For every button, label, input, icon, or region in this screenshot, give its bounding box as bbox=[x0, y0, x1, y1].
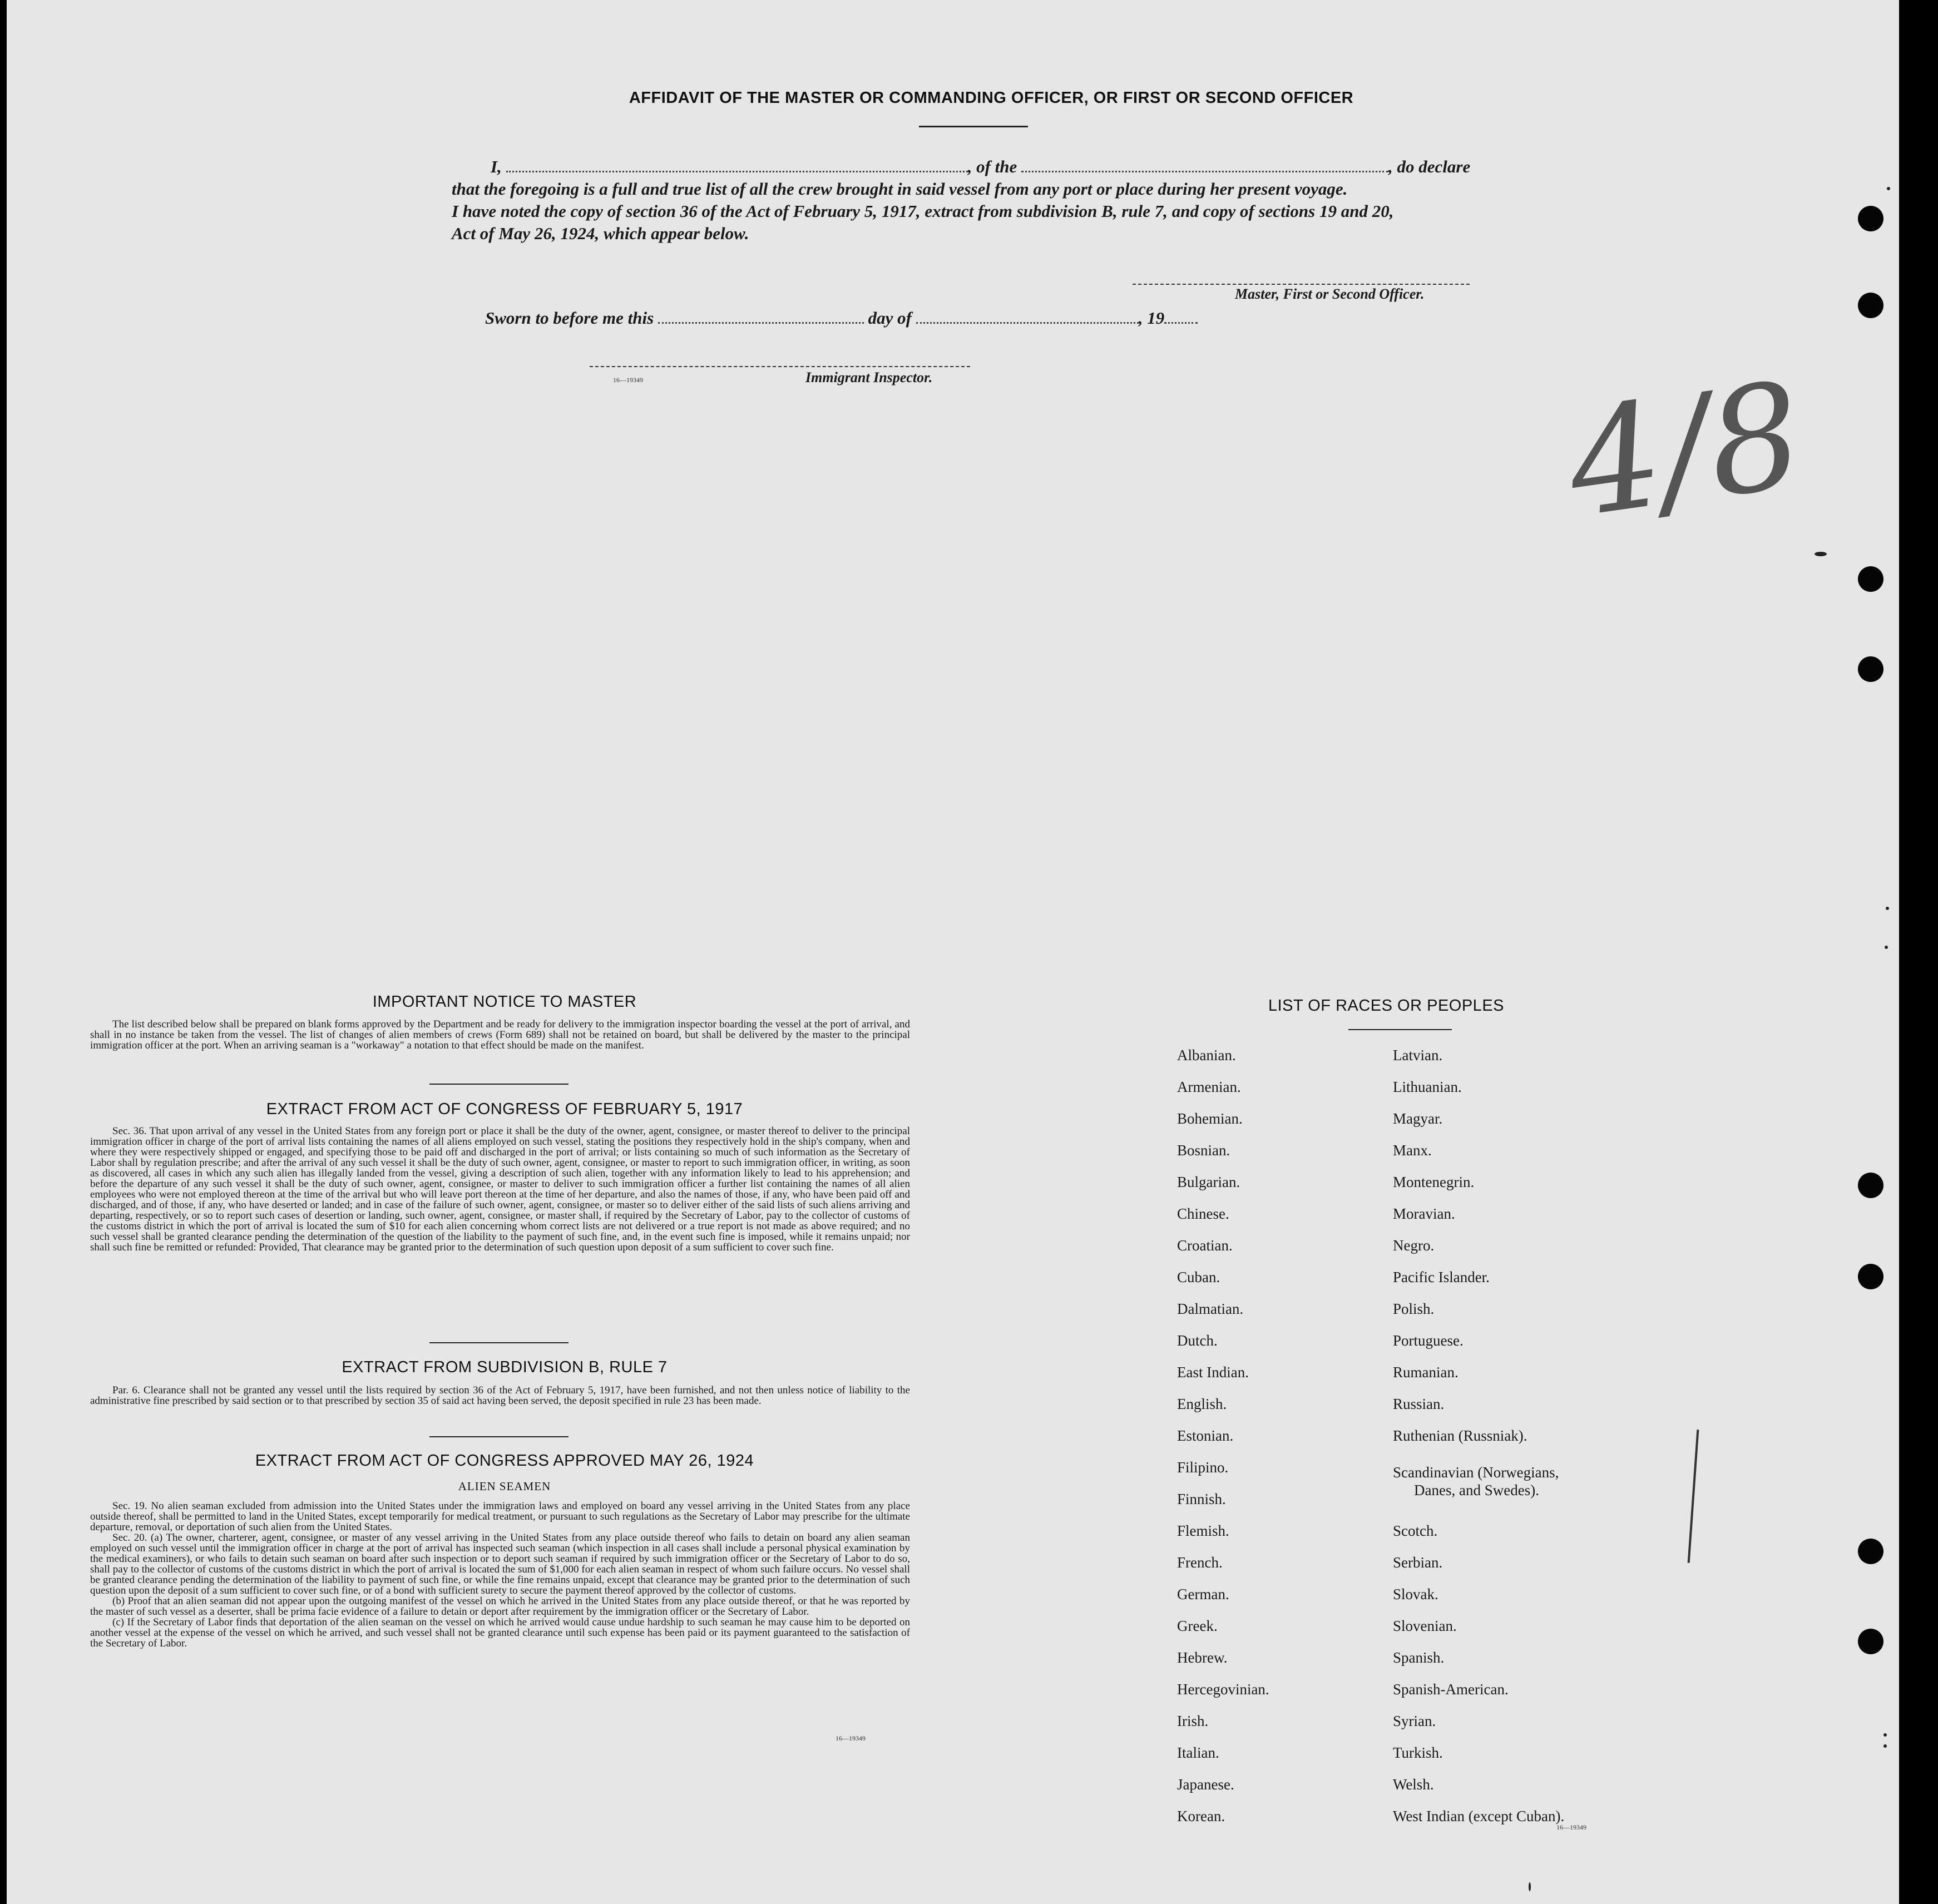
form-number-top: 16—19349 bbox=[613, 376, 643, 384]
race-left-1: Armenian. bbox=[1177, 1079, 1241, 1095]
race-left-5: Chinese. bbox=[1177, 1205, 1229, 1222]
inspector-signature-line[interactable] bbox=[590, 366, 970, 367]
race-left-13: Filipino. bbox=[1177, 1459, 1229, 1476]
race-right-19: Spanish. bbox=[1393, 1649, 1445, 1666]
race-left-14: Finnish. bbox=[1177, 1491, 1226, 1507]
punch-hole bbox=[1858, 1264, 1883, 1289]
race-right-14: Danes, and Swedes). bbox=[1414, 1482, 1539, 1499]
race-right-8: Polish. bbox=[1393, 1300, 1435, 1317]
master-signature-line[interactable] bbox=[1133, 284, 1470, 285]
declarant-prefix: I, bbox=[491, 157, 502, 176]
punch-hole bbox=[1858, 206, 1883, 231]
notice-body bbox=[90, 1019, 910, 1051]
sworn-month-blank[interactable] bbox=[916, 310, 1139, 324]
race-right-4: Montenegrin. bbox=[1393, 1174, 1475, 1190]
race-left-19: Hebrew. bbox=[1177, 1649, 1228, 1666]
vessel-name-blank[interactable] bbox=[1021, 159, 1388, 172]
extract-rule7-divider bbox=[429, 1436, 568, 1437]
race-right-7: Pacific Islander. bbox=[1393, 1269, 1490, 1285]
form-number-bottom-right: 16—19349 bbox=[1556, 1823, 1586, 1831]
race-left-22: Italian. bbox=[1177, 1744, 1219, 1761]
extract-1917-heading: EXTRACT FROM ACT OF CONGRESS OF FEBRUARY 5, 1917 bbox=[266, 1100, 743, 1118]
race-right-20: Spanish-American. bbox=[1393, 1681, 1509, 1698]
race-right-18: Slovenian. bbox=[1393, 1618, 1457, 1634]
alien-seamen-subheading: ALIEN SEAMEN bbox=[458, 1480, 551, 1493]
race-left-3: Bosnian. bbox=[1177, 1142, 1230, 1159]
race-left-2: Bohemian. bbox=[1177, 1110, 1243, 1127]
notice-divider bbox=[429, 1084, 568, 1085]
affidavit-line-2: that the foregoing is a full and true list of all the crew brought in said vessel from any port or place during her present voyage. bbox=[452, 179, 1348, 199]
race-left-15: Flemish. bbox=[1177, 1522, 1229, 1539]
race-left-20: Hercegovinian. bbox=[1177, 1681, 1269, 1698]
race-left-17: German. bbox=[1177, 1586, 1229, 1603]
form-number-bottom-left: 16—19349 bbox=[835, 1734, 866, 1742]
race-right-2: Magyar. bbox=[1393, 1110, 1443, 1127]
race-left-21: Irish. bbox=[1177, 1713, 1209, 1729]
race-right-21: Syrian. bbox=[1393, 1713, 1436, 1729]
sworn-prefix: Sworn to before me this bbox=[485, 308, 654, 328]
extract-rule7-body bbox=[90, 1385, 910, 1406]
race-left-6: Croatian. bbox=[1177, 1237, 1233, 1254]
punch-hole bbox=[1858, 293, 1883, 318]
race-left-11: English. bbox=[1177, 1396, 1227, 1412]
extract-1924-body bbox=[90, 1501, 910, 1649]
do-declare-label: , do declare bbox=[1388, 157, 1471, 176]
races-heading: LIST OF RACES OR PEOPLES bbox=[1268, 997, 1505, 1015]
punch-hole bbox=[1858, 1173, 1883, 1198]
ink-speck bbox=[1887, 187, 1890, 190]
punch-hole bbox=[1858, 566, 1883, 592]
scan-border bbox=[1899, 0, 1938, 1904]
race-right-12: Ruthenian (Russniak). bbox=[1393, 1427, 1527, 1444]
extract-rule7-heading: EXTRACT FROM SUBDIVISION B, RULE 7 bbox=[342, 1358, 668, 1376]
race-right-10: Rumanian. bbox=[1393, 1364, 1459, 1381]
race-right-16: Serbian. bbox=[1393, 1554, 1443, 1571]
sworn-year-blank[interactable] bbox=[1164, 310, 1198, 324]
race-right-1: Lithuanian. bbox=[1393, 1079, 1462, 1095]
race-right-13: Scandinavian (Norwegians, bbox=[1393, 1464, 1559, 1481]
section-20c-paragraph: (c) If the Secretary of Labor finds that deportation of the alien seaman on the vessel on which he arrived would cause undue hardship to such seaman he may cause him to be deported on another vessel at the expense of the vessel on which he arrived, and such vessel shall not be granted clearance until such expense has been paid or its payment guaranteed to the satisfaction of the Secretary of Labor. bbox=[90, 1616, 910, 1649]
race-right-5: Moravian. bbox=[1393, 1205, 1455, 1222]
notice-paragraph: The list described below shall be prepared on blank forms approved by the Department and be ready for delivery to the immigration inspector boarding the vessel at the port of arrival, and shall in no instance be taken from the vessel. The list of changes of alien members of crews (Form 689) shall not be retained on board, but shall be delivered by the master to the principal immigration officer at the port. When an arriving seaman is a "workaway" a notation to that effect should be made on the manifest. bbox=[90, 1018, 910, 1051]
master-caption: Master, First or Second Officer. bbox=[1235, 286, 1425, 302]
ink-speck bbox=[1886, 907, 1889, 910]
handwritten-mark bbox=[1688, 1430, 1699, 1563]
extract-1924-heading: EXTRACT FROM ACT OF CONGRESS APPROVED MAY 26, 1924 bbox=[255, 1452, 754, 1470]
document-page bbox=[7, 0, 1899, 1904]
section-20a-paragraph: Sec. 20. (a) The owner, charterer, agent, consignee, or master of any vessel arriving in the United States from any place outside thereof who fails to detain on board any alien seaman employed on such vessel until the immigration officer in charge at the port of arrival has inspected such seaman (which inspection in all cases shall include a personal physical examination by the medical examiners), or who fails to detain such seaman on board after such inspection or to deport such seaman if required by such immigration officer or the Secretary of Labor to do so, shall pay to the collector of customs of the customs district in which the port of arrival is located the sum of $1,000 for each alien seaman in respect of whom such failure occurs. No vessel shall be granted clearance pending the determination of the liability to payment of such fine, or while the fine remains unpaid, except that clearance may be granted prior to the determination of such question upon the deposit of a sum sufficient to cover such fine, or of a bond with sufficient surety to secure the payment thereof approved by the collector of customs. bbox=[90, 1532, 910, 1596]
race-right-17: Slovak. bbox=[1393, 1586, 1438, 1603]
race-left-23: Japanese. bbox=[1177, 1776, 1234, 1793]
race-left-12: Estonian. bbox=[1177, 1427, 1234, 1444]
race-left-7: Cuban. bbox=[1177, 1269, 1220, 1285]
inspector-caption: Immigrant Inspector. bbox=[805, 369, 933, 385]
race-right-15: Scotch. bbox=[1393, 1522, 1438, 1539]
race-left-10: East Indian. bbox=[1177, 1364, 1249, 1381]
sworn-day-blank[interactable] bbox=[658, 310, 864, 324]
affidavit-line-1 bbox=[491, 157, 1470, 177]
race-left-24: Korean. bbox=[1177, 1808, 1225, 1824]
ink-speck bbox=[1885, 946, 1888, 949]
affidavit-line-3: I have noted the copy of section 36 of the Act of February 5, 1917, extract from subdivision B, rule 7, and copy of sections 19 and 20, bbox=[452, 201, 1394, 221]
of-the-label: , of the bbox=[967, 157, 1017, 176]
race-left-0: Albanian. bbox=[1177, 1047, 1236, 1064]
handwritten-folio: 4/8 bbox=[1558, 351, 1812, 550]
title-divider bbox=[919, 126, 1028, 127]
punch-hole bbox=[1858, 1539, 1883, 1564]
ink-speck bbox=[1815, 552, 1827, 556]
race-left-18: Greek. bbox=[1177, 1618, 1218, 1634]
race-left-4: Bulgarian. bbox=[1177, 1174, 1240, 1190]
day-of-label: day of bbox=[868, 308, 912, 328]
race-right-23: Welsh. bbox=[1393, 1776, 1434, 1793]
race-left-16: French. bbox=[1177, 1554, 1223, 1571]
extract-1917-divider bbox=[429, 1342, 568, 1343]
race-right-22: Turkish. bbox=[1393, 1744, 1443, 1761]
extract-1917-body bbox=[90, 1126, 910, 1253]
race-right-9: Portuguese. bbox=[1393, 1332, 1464, 1349]
section-19-paragraph: Sec. 19. No alien seaman excluded from admission into the United States under the immigration laws and employed on board any vessel arriving in the United States from any place outside thereof, shall be permitted to land in the United States, except temporarily for medical treatment, or pursuant to such regulations as the Secretary of Labor may prescribe for the ultimate departure, removal, or deportation of such alien from the United States. bbox=[90, 1500, 910, 1533]
race-right-0: Latvian. bbox=[1393, 1047, 1443, 1064]
race-left-9: Dutch. bbox=[1177, 1332, 1218, 1349]
ink-speck bbox=[1883, 1744, 1887, 1748]
year-prefix: , 19 bbox=[1138, 308, 1165, 328]
races-divider bbox=[1348, 1029, 1452, 1030]
declarant-name-blank[interactable] bbox=[506, 159, 968, 172]
notice-heading: IMPORTANT NOTICE TO MASTER bbox=[372, 993, 637, 1011]
race-right-24: West Indian (except Cuban). bbox=[1393, 1808, 1565, 1824]
punch-hole bbox=[1858, 656, 1883, 682]
paragraph-6: Par. 6. Clearance shall not be granted any vessel until the lists required by section 36 of the Act of February 5, 1917, have been furnished, and not then unless notice of liability to the administrative fine prescribed by said section or to that prescribed by section 35 of said act having been served, the deposit specified in rule 23 has been made. bbox=[90, 1384, 910, 1407]
ink-speck bbox=[1529, 1882, 1531, 1891]
race-right-3: Manx. bbox=[1393, 1142, 1432, 1159]
sworn-line bbox=[485, 308, 1198, 328]
ink-speck bbox=[1883, 1733, 1887, 1737]
race-left-8: Dalmatian. bbox=[1177, 1300, 1244, 1317]
punch-hole bbox=[1858, 1629, 1883, 1654]
affidavit-title: AFFIDAVIT OF THE MASTER OR COMMANDING OFFICER, OR FIRST OR SECOND OFFICER bbox=[629, 89, 1354, 107]
section-20b-paragraph: (b) Proof that an alien seaman did not appear upon the outgoing manifest of the vessel on which he arrived in the United States from any place outside thereof, or that he was reported by the master of such vessel as a deserter, shall be prima facie evidence of a failure to detain or deport after requirement by the immigration officer or the Secretary of Labor. bbox=[90, 1595, 910, 1618]
affidavit-line-4: Act of May 26, 1924, which appear below. bbox=[452, 224, 749, 243]
section-36-paragraph: Sec. 36. That upon arrival of any vessel in the United States from any foreign port or place it shall be the duty of the owner, agent, consignee, or master thereof to deliver to the principal immigration officer in charge of the port of arrival lists containing the names of all aliens employed on such vessel, stating the positions they respectively hold in the ship's company, when and where they were respectively shipped or engaged, and specifying those to be paid off and discharged in the port of arrival; or lists containing so much of such information as the Secretary of Labor shall by regulation prescribe; and after the arrival of any such vessel it shall be the duty of such owner, agent, consignee, or master to report to such immigration officer, in writing, as soon as discovered, all cases in which any such alien has illegally landed from the vessel, giving a description of such alien, together with any information likely to lead to his apprehension; and before the departure of any such vessel it shall be the duty of such owner, agent, consignee, or master to deliver to such immigration officer a further list containing the names of all alien employees who were not employed thereon at the time of the arrival but who will leave port thereon at the time of her departure, and also the names of those, if any, who have been paid off and discharged, and of those, if any, who have deserted or landed; and in case of the failure of such owner, agent, consignee, or master so to deliver either of the said lists of such aliens arriving and departing, respectively, or so to report such cases of desertion or landing, such owner, agent, consignee, or master shall, if required by the Secretary of Labor, pay to the collector of customs of the customs district in which the port of arrival is located the sum of $10 for each alien concerning whom correct lists are not delivered or a true report is not made as above required; and no such vessel shall be granted clearance pending the determination of the question of the liability to the payment of such fine, and, in the event such fine is imposed, while it remains unpaid; nor shall such fine be remitted or refunded: Provided, That clearance may be granted prior to the determination of such question upon deposit of a sum sufficient to cover such fine. bbox=[90, 1125, 910, 1253]
race-right-6: Negro. bbox=[1393, 1237, 1435, 1254]
race-right-11: Russian. bbox=[1393, 1396, 1445, 1412]
